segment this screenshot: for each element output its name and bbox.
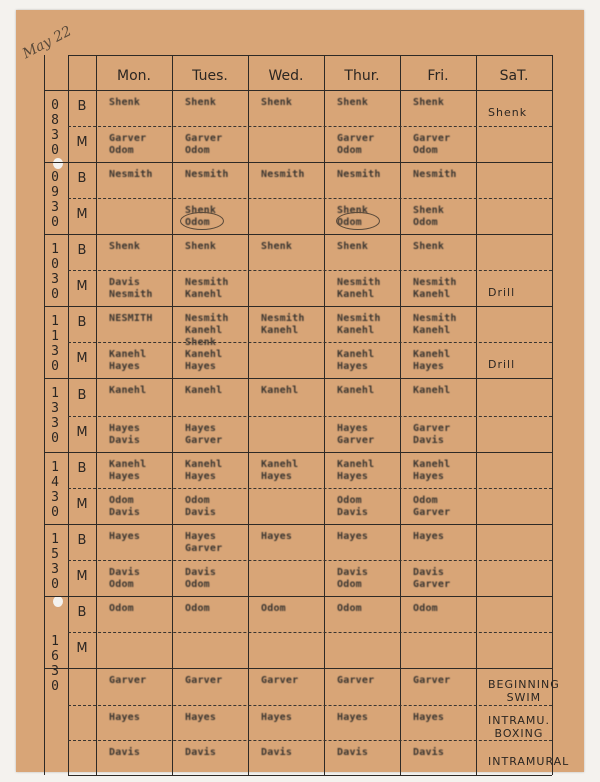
schedule-entry: Nesmith Kanehl xyxy=(261,313,305,336)
schedule-entry: Hayes Davis xyxy=(109,423,141,446)
time-label: 0 9 3 0 xyxy=(51,170,59,230)
schedule-entry: Hayes xyxy=(109,531,141,542)
schedule-entry: Odom xyxy=(261,603,286,614)
schedule-entry: Hayes xyxy=(337,712,369,723)
row-divider-line xyxy=(68,342,552,343)
schedule-entry: Davis xyxy=(337,747,369,758)
time-label: 1 1 3 0 xyxy=(51,314,59,374)
pencil-circle xyxy=(336,212,380,230)
grid-column-line xyxy=(172,55,173,775)
schedule-entry: Kanehl Hayes xyxy=(413,459,451,482)
schedule-entry: NESMITH xyxy=(109,313,153,324)
schedule-entry: Shenk xyxy=(413,97,445,108)
saturday-note: Shenk xyxy=(488,105,528,119)
schedule-entry: Garver xyxy=(337,675,375,686)
schedule-entry: Davis xyxy=(109,747,141,758)
grid-column-line xyxy=(476,55,477,775)
row-divider-line xyxy=(68,632,552,633)
grid-column-line xyxy=(44,55,45,775)
row-code: M xyxy=(76,135,88,150)
schedule-entry: Nesmith xyxy=(109,169,153,180)
schedule-entry: Garver Davis xyxy=(413,423,451,446)
time-label: 1 4 3 0 xyxy=(51,460,59,520)
schedule-entry: Odom xyxy=(185,603,210,614)
schedule-entry: Shenk xyxy=(413,241,445,252)
schedule-entry: Garver xyxy=(413,675,451,686)
time-block-line xyxy=(44,306,552,307)
schedule-entry: Odom Davis xyxy=(337,495,369,518)
schedule-entry: Hayes xyxy=(337,531,369,542)
row-code: M xyxy=(76,425,88,440)
schedule-entry: Shenk Odom xyxy=(337,205,369,228)
time-label: 0 8 3 0 xyxy=(51,98,59,158)
schedule-entry: Hayes xyxy=(413,712,445,723)
row-code: B xyxy=(77,533,87,548)
schedule-entry: Nesmith Kanehl xyxy=(185,277,229,300)
schedule-entry: Shenk xyxy=(261,97,293,108)
row-divider-line xyxy=(68,740,552,741)
saturday-note: BEGINNING SWIM xyxy=(488,677,560,704)
schedule-entry: Hayes Garver xyxy=(185,531,223,554)
time-block-line xyxy=(44,596,552,597)
header-top-line xyxy=(68,55,552,56)
schedule-entry: Davis xyxy=(185,747,217,758)
schedule-entry: Kanehl Hayes xyxy=(109,459,147,482)
schedule-entry: Kanehl Hayes xyxy=(185,349,223,372)
grid-column-line xyxy=(400,55,401,775)
schedule-entry: Davis Nesmith xyxy=(109,277,153,300)
row-code: M xyxy=(76,351,88,366)
schedule-entry: Nesmith xyxy=(413,169,457,180)
schedule-entry: Kanehl Hayes xyxy=(185,459,223,482)
row-divider-line xyxy=(68,416,552,417)
pencil-circle xyxy=(180,212,224,230)
row-code: M xyxy=(76,207,88,222)
schedule-entry: Garver xyxy=(185,675,223,686)
row-code: B xyxy=(77,171,87,186)
schedule-entry: Kanehl Hayes xyxy=(413,349,451,372)
schedule-entry: Hayes xyxy=(413,531,445,542)
time-block-line xyxy=(44,162,552,163)
grid-column-line xyxy=(68,55,69,775)
schedule-entry: Garver Odom xyxy=(413,133,451,156)
row-code: B xyxy=(77,605,87,620)
row-code: B xyxy=(77,243,87,258)
schedule-entry: Shenk xyxy=(109,97,141,108)
schedule-entry: Davis xyxy=(261,747,293,758)
schedule-entry: Nesmith Kanehl xyxy=(337,313,381,336)
schedule-entry: Nesmith Kanehl xyxy=(337,277,381,300)
saturday-note: INTRAMU. BOXING xyxy=(488,713,550,740)
schedule-entry: Shenk Odom xyxy=(413,205,445,228)
schedule-entry: Hayes Garver xyxy=(185,423,223,446)
handwritten-date: May 22 xyxy=(20,23,75,63)
schedule-entry: Nesmith Kanehl xyxy=(413,277,457,300)
punch-hole xyxy=(53,596,63,607)
row-divider-line xyxy=(68,198,552,199)
schedule-entry: Odom Davis xyxy=(185,495,217,518)
time-block-line xyxy=(44,524,552,525)
schedule-entry: Odom xyxy=(337,603,362,614)
time-label: 1 6 3 0 xyxy=(51,634,59,694)
schedule-entry: Shenk xyxy=(261,241,293,252)
grid-column-line xyxy=(552,55,553,775)
schedule-entry: Hayes Garver xyxy=(337,423,375,446)
schedule-entry: Garver xyxy=(261,675,299,686)
saturday-note: Drill xyxy=(488,357,516,371)
saturday-note: Drill xyxy=(488,285,516,299)
schedule-entry: Hayes xyxy=(185,712,217,723)
day-header: Thur. xyxy=(344,68,380,84)
schedule-entry: Davis Odom xyxy=(109,567,141,590)
schedule-sheet xyxy=(16,10,584,772)
row-code: M xyxy=(76,497,88,512)
schedule-entry: Nesmith xyxy=(261,169,305,180)
grid-column-line xyxy=(324,55,325,775)
time-block-line xyxy=(44,452,552,453)
schedule-entry: Garver Odom xyxy=(337,133,375,156)
schedule-entry: Davis Garver xyxy=(413,567,451,590)
day-header: Tues. xyxy=(192,68,228,84)
schedule-entry: Garver xyxy=(109,675,147,686)
schedule-entry: Davis Odom xyxy=(337,567,369,590)
row-code: M xyxy=(76,569,88,584)
row-divider-line xyxy=(68,488,552,489)
schedule-entry: Shenk xyxy=(337,97,369,108)
schedule-entry: Nesmith Kanehl xyxy=(413,313,457,336)
schedule-entry: Odom Garver xyxy=(413,495,451,518)
day-header: Fri. xyxy=(427,68,449,84)
time-label: 1 5 3 0 xyxy=(51,532,59,592)
schedule-entry: Kanehl Hayes xyxy=(109,349,147,372)
schedule-entry: Shenk xyxy=(109,241,141,252)
time-label: 1 0 3 0 xyxy=(51,242,59,302)
day-header: Mon. xyxy=(117,68,151,84)
schedule-entry: Kanehl Hayes xyxy=(337,459,375,482)
schedule-entry: Kanehl xyxy=(109,385,147,396)
schedule-entry: Odom xyxy=(413,603,438,614)
schedule-entry: Shenk xyxy=(185,97,217,108)
schedule-entry: Shenk Odom xyxy=(185,205,217,228)
schedule-entry: Garver Odom xyxy=(109,133,147,156)
day-header: Wed. xyxy=(268,68,304,84)
grid-column-line xyxy=(248,55,249,775)
schedule-entry: Davis Odom xyxy=(185,567,217,590)
row-divider-line xyxy=(68,705,552,706)
row-divider-line xyxy=(68,126,552,127)
row-divider-line xyxy=(68,270,552,271)
schedule-entry: Odom xyxy=(109,603,134,614)
row-code: B xyxy=(77,461,87,476)
day-header: SaT. xyxy=(499,68,529,84)
schedule-entry: Kanehl Hayes xyxy=(337,349,375,372)
time-label: 1 3 3 0 xyxy=(51,386,59,446)
row-code: M xyxy=(76,279,88,294)
row-divider-line xyxy=(68,560,552,561)
schedule-entry: Hayes xyxy=(261,531,293,542)
header-bottom-line xyxy=(44,90,552,91)
schedule-entry: Odom Davis xyxy=(109,495,141,518)
row-code: B xyxy=(77,315,87,330)
schedule-entry: Hayes xyxy=(261,712,293,723)
row-code: M xyxy=(76,641,88,656)
schedule-entry: Kanehl xyxy=(337,385,375,396)
schedule-entry: Hayes xyxy=(109,712,141,723)
schedule-entry: Kanehl xyxy=(413,385,451,396)
saturday-note: INTRAMURAL xyxy=(488,755,570,768)
schedule-entry: Shenk xyxy=(337,241,369,252)
row-code: B xyxy=(77,388,87,403)
row-divider-line xyxy=(68,775,552,776)
schedule-entry: Kanehl xyxy=(261,385,299,396)
schedule-entry: Kanehl xyxy=(185,385,223,396)
time-block-line xyxy=(44,378,552,379)
schedule-entry: Nesmith Kanehl Shenk xyxy=(185,313,229,348)
row-code: B xyxy=(77,99,87,114)
schedule-entry: Nesmith xyxy=(337,169,381,180)
time-block-line xyxy=(44,234,552,235)
schedule-entry: Kanehl Hayes xyxy=(261,459,299,482)
schedule-entry: Shenk xyxy=(185,241,217,252)
grid-column-line xyxy=(96,55,97,775)
punch-hole xyxy=(53,158,63,169)
schedule-entry: Davis xyxy=(413,747,445,758)
schedule-entry: Garver Odom xyxy=(185,133,223,156)
time-block-line xyxy=(44,668,552,669)
schedule-entry: Nesmith xyxy=(185,169,229,180)
